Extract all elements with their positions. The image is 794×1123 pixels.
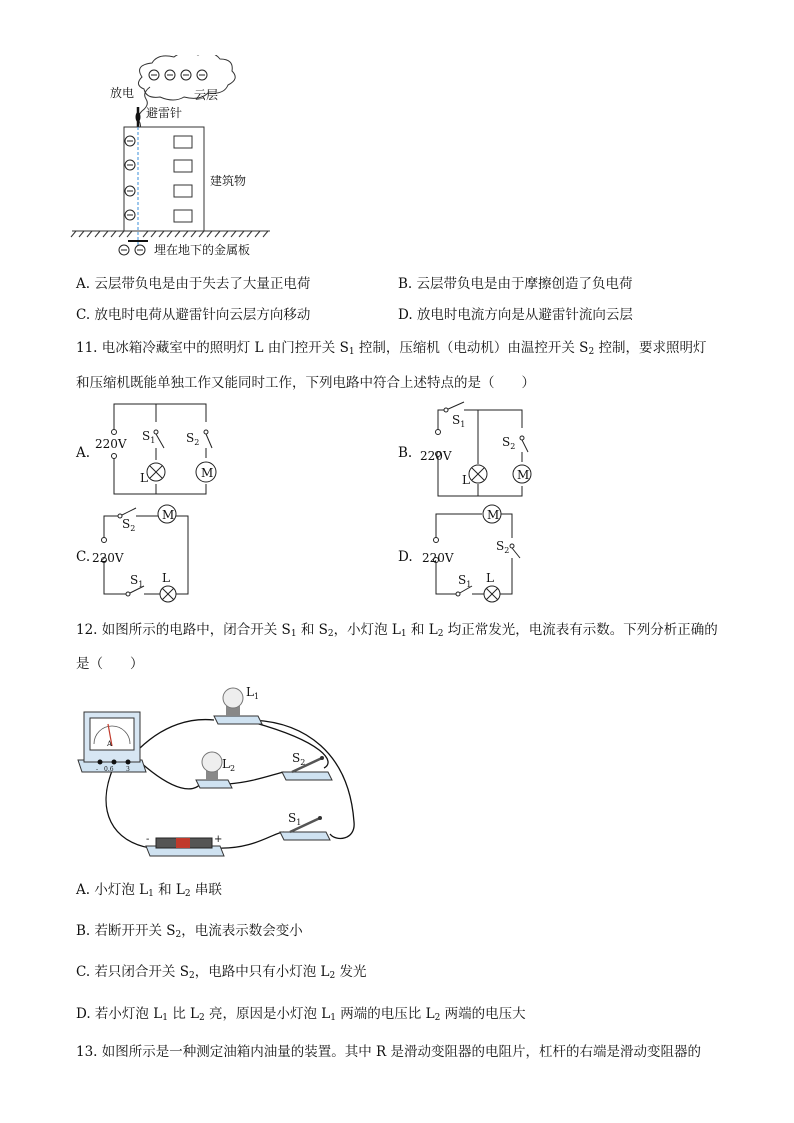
rod-label: 避雷针 — [146, 106, 183, 120]
q11-stem-line1: 11. 电冰箱冷藏室中的照明灯 L 由门控开关 $S_1$ 控制，压缩机（电动机）由温控开关 $S_2$ 控制，要求照明灯 — [76, 340, 707, 357]
ammeter — [78, 712, 146, 773]
svg-text:S1: $S_1$ — [142, 429, 156, 445]
svg-text:L: L — [140, 471, 148, 485]
discharge-label: 放电 — [110, 86, 135, 100]
svg-text:A: A — [107, 740, 113, 748]
svg-text:220V: 220V — [422, 551, 454, 565]
bulb-l2 — [196, 752, 235, 788]
q13-stem-line1: 13. 如图所示是一种测定油箱内油量的装置。其中 R 是滑动变阻器的电阻片，杠杆的右端是滑动变阻器的 — [76, 1044, 702, 1060]
q11-circuit-c — [92, 500, 202, 605]
svg-text:-: - — [146, 834, 150, 845]
svg-text:-: - — [96, 766, 99, 773]
svg-text:+: + — [214, 834, 223, 845]
ground — [71, 231, 270, 237]
q11-circuit-b — [416, 400, 546, 500]
svg-text:220V: 220V — [95, 437, 127, 451]
svg-text:L: L — [486, 571, 494, 585]
q11-label-b: B. — [398, 445, 413, 461]
svg-text:L: L — [162, 571, 170, 585]
q11-circuit-a — [92, 400, 222, 500]
svg-text:L2: $L_2$ — [222, 757, 236, 773]
battery — [146, 834, 224, 856]
svg-text:S2: $S_2$ — [186, 431, 200, 447]
svg-text:S1: $S_1$ — [452, 413, 466, 429]
svg-text:L1: $L_1$ — [246, 685, 260, 701]
q11-label-d: D. — [398, 549, 413, 565]
svg-text:S1: $S_1$ — [130, 573, 144, 589]
svg-text:S2: $S_2$ — [122, 517, 136, 533]
bulb-l1 — [214, 685, 262, 724]
q12-stem-line2: 是（ ） — [76, 656, 144, 672]
q11-label-c: C. — [76, 549, 91, 565]
svg-text:M: M — [201, 466, 214, 480]
svg-text:M: M — [487, 508, 500, 522]
q12-option-b: B. 若断开开关 $S_2$，电流表示数会变小 — [76, 923, 303, 940]
svg-text:220V: 220V — [420, 449, 452, 463]
plate-charges — [119, 245, 145, 255]
plate-label: 埋在地下的金属板 — [154, 243, 251, 257]
svg-text:M: M — [162, 508, 175, 522]
q10-option-a: A. 云层带负电是由于失去了大量正电荷 — [76, 276, 311, 292]
q10-option-c: C. 放电时电荷从避雷针向云层方向移动 — [76, 307, 311, 323]
svg-text:S2: $S_2$ — [496, 539, 510, 555]
svg-text:L: L — [462, 473, 470, 487]
lightning-rod-figure — [70, 55, 310, 265]
svg-text:0.6: 0.6 — [104, 766, 114, 773]
svg-text:M: M — [517, 468, 530, 482]
q10-option-d: D. 放电时电流方向是从避雷针流向云层 — [398, 307, 633, 323]
svg-text:S2: $S_2$ — [292, 751, 306, 767]
svg-text:S1: $S_1$ — [458, 573, 472, 589]
q11-label-a: A. — [76, 445, 91, 461]
svg-text:3: 3 — [126, 766, 130, 773]
q12-option-d: D. 若小灯泡 $L_1$ 比 $L_2$ 亮，原因是小灯泡 $L_1$ 两端的电压比 $L_2$ 两端的电压大 — [76, 1006, 526, 1023]
q11-circuit-d — [416, 500, 526, 605]
svg-text:S1: $S_1$ — [288, 811, 302, 827]
q10-option-b: B. 云层带负电是由于摩擦创造了负电荷 — [398, 276, 633, 292]
q12-circuit-figure — [74, 682, 364, 867]
svg-text:S2: $S_2$ — [502, 435, 516, 451]
q12-option-c: C. 若只闭合开关 $S_2$，电路中只有小灯泡 $L_2$ 发光 — [76, 964, 367, 981]
svg-text:220V: 220V — [92, 551, 124, 565]
switch-s1 — [280, 811, 330, 840]
q12-stem-line1: 12. 如图所示的电路中，闭合开关 $S_1$ 和 $S_2$，小灯泡 $L_1$ 和 $L_2$ 均正常发光，电流表有示数。下列分析正确的 — [76, 622, 718, 639]
q12-option-a: A. 小灯泡 $L_1$ 和 $L_2$ 串联 — [76, 882, 222, 899]
building-label: 建筑物 — [210, 174, 247, 188]
q11-stem-line2: 和压缩机既能单独工作又能同时工作，下列电路中符合上述特点的是（ ） — [76, 375, 535, 391]
cloud-label: 云层 — [194, 88, 219, 102]
